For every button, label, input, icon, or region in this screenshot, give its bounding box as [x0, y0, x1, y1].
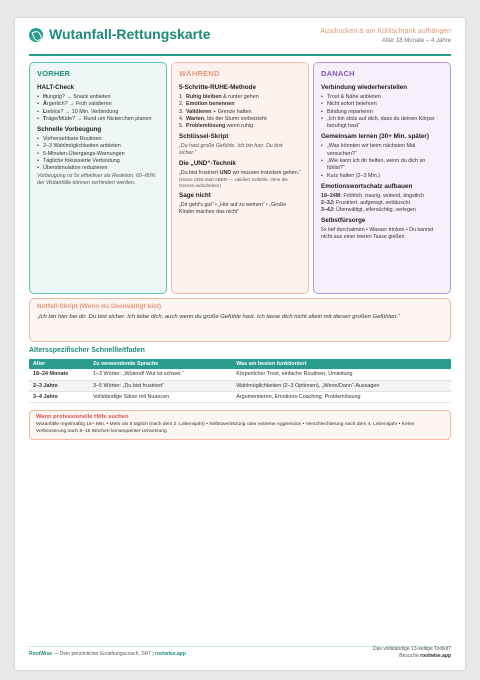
header-divider — [29, 54, 451, 56]
table-cell: 1–3 Wörter: „Wütend! Wut ist schwer.“ — [89, 369, 232, 380]
footer-cta-line2: Besuche rootwise.app — [399, 653, 451, 659]
table-cell: 18–24 Monate — [29, 369, 89, 380]
column-header: Alter — [29, 359, 89, 369]
list-item: • Bindung reparieren — [321, 109, 443, 116]
list-item: 4. Warten, bis der Sturm vorbeizieht — [179, 115, 267, 122]
list-item: 2. Emotion benennen — [179, 101, 235, 108]
column-title: DANACH — [321, 69, 355, 78]
footer-left — [29, 651, 186, 657]
footer-link[interactable]: rootwise.app — [155, 651, 186, 657]
age-guide-table — [29, 359, 451, 403]
selbstfuersorge-heading: Selbstfürsorge — [321, 216, 366, 224]
wortschatz-heading: Emotionswortschatz aufbauen — [321, 182, 413, 190]
footer-tagline: — Dein persönlicher Erziehungscoach, 24/7 | — [52, 651, 156, 657]
list-item: • Nicht sofort belehren — [321, 101, 443, 108]
emergency-script-box — [29, 298, 451, 342]
list-item: • „Was könnten wir beim nächsten Mal versuchen?“ — [321, 143, 443, 158]
prevention-list — [37, 136, 159, 172]
column-waehrend — [171, 62, 309, 294]
list-item: • Lieblos? → 10 Min. Verbindung — [37, 109, 159, 116]
professional-help-title: Wann professionelle Hilfe suchen — [36, 414, 129, 420]
ruhe-steps — [179, 94, 301, 130]
footer-cta-link[interactable]: rootwise.app — [420, 653, 451, 659]
list-item: • Tägliche fokussierte Verbindung — [37, 158, 159, 165]
prevention-heading: Schnelle Vorbeugung — [37, 126, 102, 134]
und-heading: Die „UND“-Technik — [179, 160, 236, 168]
table-row — [29, 369, 451, 380]
table-cell: 3–4 Jahre — [29, 391, 89, 402]
list-item: • 5-Minuten-Übergangs-Warnungen — [37, 151, 159, 158]
list-item: 5. Problemlösung wenn ruhig — [179, 123, 254, 130]
list-item: • Trost & Nähe anbieten — [321, 94, 443, 101]
verbindung-heading: Verbindung wiederherstellen — [321, 84, 408, 91]
column-header: Zu verwendende Sprache — [89, 359, 232, 369]
list-item: • Ärgerlich? → Früh validieren — [37, 101, 159, 108]
wortschatz-item: 18–24M: Fröhlich, traurig, wütend, ängstlich — [321, 192, 425, 199]
ruhe-heading: 5-Schritte-RUHE-Methode — [179, 84, 256, 91]
wortschatz-item: 2–3J: Frustriert, aufgeregt, enttäuscht — [321, 199, 410, 206]
table-cell: 2–3 Jahre — [29, 380, 89, 391]
list-item: • Hungrig? → Snack anbieten — [37, 94, 159, 101]
halt-heading: HALT-Check — [37, 84, 74, 91]
table-cell: Argumentieren, Emotions-Coaching, Problemlösung — [232, 391, 451, 402]
column-header: Was am besten funktioniert — [232, 359, 451, 369]
list-item: 1. Ruhig bleiben & runter gehen — [179, 94, 259, 100]
list-item: • 2–3 Wahlmöglichkeiten anbieten — [37, 143, 159, 150]
verbindung-list — [321, 94, 443, 130]
sage-nicht-heading: Sage nicht — [179, 192, 211, 200]
professional-help-box — [29, 410, 451, 440]
table-cell: Vollständige Sätze mit Nuancen — [89, 391, 232, 402]
table-cell: Körperlicher Trost, einfache Routinen, Umleitung — [232, 369, 451, 380]
script-text: „Du hast große Gefühle. Ich bin hier. Du bist sicher.“ — [179, 143, 283, 157]
table-header-row — [29, 359, 451, 369]
und-note: (Nutze UND statt ABER — validiert Gefühle, ohne die Grenze aufzuheben) — [179, 177, 288, 189]
rescue-card-page — [15, 18, 465, 670]
table-row — [29, 380, 451, 391]
wortschatz-item: 3–4J: Überwältigt, eifersüchtig, verlegen — [321, 206, 416, 213]
list-item: • Vorhersehbare Routinen — [37, 136, 159, 143]
page-title: Wutanfall-Rettungskarte — [49, 26, 211, 42]
phase-columns — [29, 62, 451, 294]
selbstfuersorge-text: 5x tief durchatmen • Wasser trinken • Du kannst nicht aus einer leeren Tasse gießen — [321, 226, 434, 240]
footer-cta-line1: Das vollständige 13-seitige Toolkit? — [372, 646, 451, 652]
professional-help-text: Wutanfälle regelmäßig 15+ Min. • Mehr als 5 täglich (nach dem 2. Lebensjahr) • Selbstverletzung oder extreme Aggression • Verschlechterung nach dem 4. Lebensjahr • Keine Verbesserung nach 8–16 Wochen konsequenter Umsetzung — [36, 422, 415, 434]
age-range: Alter 18 Monate – 4 Jahre — [381, 38, 451, 44]
list-item: 3. Validieren + Grenze halten — [179, 108, 252, 115]
header — [29, 28, 451, 56]
footer-right — [373, 646, 451, 660]
list-item: • Kurz halten (2–3 Min.) — [321, 173, 443, 180]
column-title: WÄHREND — [179, 69, 220, 78]
table-cell: 3–5 Wörter: „Du bist frustriert“ — [89, 380, 232, 391]
emergency-title: Notfall-Skript (Wenn du überwältigt bist) — [37, 303, 162, 310]
emergency-quote: „Ich bin hier bei dir. Du bist sicher. Ich liebe dich, auch wenn du große Gefühle hast. Ich lasse dich nicht allein mit diesen großen Gefühlen.“ — [37, 314, 401, 320]
lernen-list — [321, 143, 443, 179]
header-meta — [320, 28, 451, 44]
halt-list — [37, 94, 159, 123]
column-danach — [313, 62, 451, 294]
age-guide-title: Altersspezifischer Schnellleitfaden — [29, 347, 145, 354]
column-vorher — [29, 62, 167, 294]
table-row — [29, 391, 451, 402]
lernen-heading: Gemeinsam lernen (30+ Min. später) — [321, 133, 429, 141]
list-item: • „Wie kann ich dir helfen, wenn du dich so fühlst?“ — [321, 158, 443, 173]
sage-nicht-text: „Dir geht's gut“ • „Hör auf zu weinen“ • „Große Kinder machen das nicht“ — [179, 202, 287, 216]
script-heading: Schlüssel-Skript — [179, 133, 229, 141]
list-item: • „Ich bin stolz auf dich, dass du deinen Körper beruhigt hast“ — [321, 116, 443, 131]
und-example: „Du bist frustriert UND wir müssen trotzdem gehen.“ — [179, 170, 301, 177]
leaf-logo-icon — [29, 28, 43, 42]
footer-brand: RootWise — [29, 651, 53, 657]
list-item: • Träge/Müde? → Rund um Nickerchen planen — [37, 116, 159, 123]
table-cell: Wahlmöglichkeiten (2–3 Optionen), „Wenn/Dann“-Aussagen — [232, 380, 451, 391]
print-note: Ausdrucken & am Kühlschrank aufhängen — [320, 28, 451, 35]
prevention-note: Vorbeugung ist 5x effektiver als Reaktion. 60–80% der Wutanfälle können verhindert werden. — [37, 172, 156, 186]
column-title: VORHER — [37, 69, 71, 78]
list-item: • Überstimulation reduzieren — [37, 165, 159, 172]
